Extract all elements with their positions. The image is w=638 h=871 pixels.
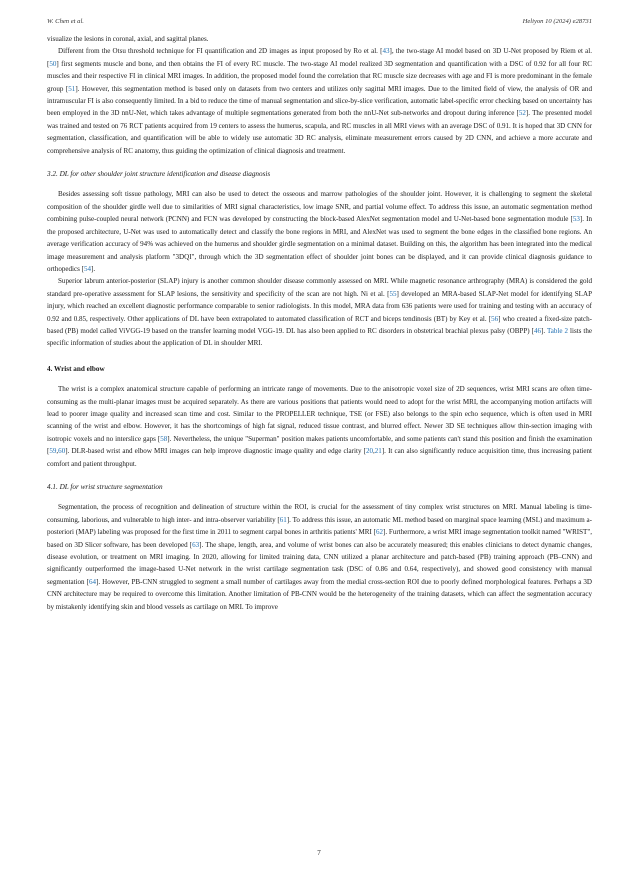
paragraph-bone-segmentation: Besides assessing soft tissue pathology, MRI can also be used to detect the osseous and marrow pathologies of the shoulder joint. However, it is challenging to segment the skeletal composition of the shoulder girdle well due to similarities of MRI signal characteristics, low image SNR, and partial volume effect. To address this issue, an automatic segmentation method combining pulse-coupled neural network (PCNN) and FCN was developed by constructing the block-based AlexNet segmentation model and U-Net-based bone segmentation module [53]. In the proposed architecture, U-Net was used to automatically detect and classify the bone regions in MRI, and AlexNet was used to segment the bone edges in the classified bone regions. An average verification accuracy of 94% was achieved on the humerus and shoulder girdle segmentation on a minimal dataset. Building on this, the algorithm has been integrated into the medical image measurement and analysis platform "3DQI", through which the 3D segmentation effect of shoulder joint bones can be displayed, and it can provide clinical diagnosis guidance to orthopedics [54]. [47, 190, 592, 273]
paragraph-two-stage-ai: Different from the Otsu threshold technique for FI quantification and 2D images as input proposed by Ro et al. [43], the two-stage AI model based on 3D U-Net proposed by Riem et al. [50] first segments muscle and bone, and then obtains the FI of every RC muscle. The two-stage AI model realized 3D segmentation and quantification with a DSC of 0.92 for all four RC muscles and their respective FI in clinical MRI images. In addition, the proposed model found the correlation that RC muscle size decreases with age and FI is more predominant in the female group [51]. However, this segmentation method is based only on datasets from two centers and utilizes only sagittal MRI images. Due to the limited field of view, the analysis of OR and intramuscular FI is also consequently limited. In a bid to reduce the time of manual segmentation and slice-by-slice verification, automatic label-specific error checking based on uncertainty has been employed in the 3D nnU-Net, which takes advantage of multiple segmentations generated from both the nnU-Net sub-networks and dropout during inference [52]. The presented model was trained and tested on 76 RCT patients acquired from 19 centers to assess the humerus, scapula, and RC muscles in all MRI views with an average DSC of 0.91. It is hoped that 3D CNN for segmentation, classification, and quantification will be able to widely use automatic 3D RC analysis, eliminate measurement errors caused by 2D CNN, and achieve a more accurate and comprehensive analysis of RC anatomy, thus guiding the optimization of clinical diagnosis and treatment. [47, 47, 592, 155]
page-number: 7 [317, 849, 321, 857]
section-heading-4: 4. Wrist and elbow [47, 364, 105, 373]
reference-link[interactable]: 54 [84, 264, 92, 273]
article-body [47, 33, 592, 613]
reference-link[interactable]: 62 [375, 528, 384, 537]
header-authors: W. Chen et al. [47, 18, 84, 25]
reference-link[interactable]: 63 [192, 540, 200, 549]
paragraph-slap-injury: Superior labrum anterior-posterior (SLAP) injury is another common shoulder disease commonly assessed on MRI. While magnetic resonance arthrography (MRA) is considered the gold standard pre-operative assessment for SLAP lesions, the sensitivity and specificity of the scan are not high. Ni et al. [55] developed an MRA-based SLAP-Net model for identifying SLAP injury, which reached an excellent diagnostic performance comparable to senior radiologists. In this model, MRA data from 636 patients were used for training and testing with an accuracy of 0.92 and 0.85, respectively. Other applications of DL have been extrapolated to automated classification of RCT and biceps tendinosis (BT) by Key et al. [56] who created a fixed-size patch-based (PB) model called ViVGG-19 based on the transfer learning model VGG-19. DL has also been applied to RC disorders in obstetrical brachial plexus palsy (OBPP) [46]. Table 2 lists the specific information of studies about the application of DL in shoulder MRI. [47, 277, 592, 348]
reference-link[interactable]: 61 [279, 515, 287, 524]
reference-link[interactable]: 51 [68, 84, 76, 93]
reference-link[interactable]: 52 [518, 109, 526, 118]
header-journal: Heliyon 10 (2024) e28731 [522, 18, 592, 25]
paragraph-continuation: visualize the lesions in coronal, axial, and sagittal planes. [47, 35, 209, 43]
reference-link[interactable]: 56 [491, 314, 499, 323]
reference-link[interactable]: 50 [49, 59, 57, 68]
reference-link[interactable]: 21 [374, 447, 382, 456]
running-header [47, 18, 592, 25]
reference-link[interactable]: Table 2 [546, 326, 569, 335]
reference-link[interactable]: 55 [389, 289, 397, 298]
reference-link[interactable]: 20 [365, 447, 374, 456]
paragraph-wrist-segmentation: Segmentation, the process of recognition and delineation of structure within the ROI, is crucial for the assessment of tiny complex wrist structures on MRI. Manual labeling is time-consuming, laborious, and vulnerable to high inter- and intra-observer variability [61]. To address this issue, an automatic ML method based on marginal space learning (MSL) and maximum a-posteriori (MAP) labeling was proposed for the first time in 2011 to segment carpal bones in arthritis patients' MRI [62]. Furthermore, a wrist MRI image segmentation toolkit named "WRIST", based on 3D Slicer software, has been developed [63]. The shape, length, area, and volume of wrist bones can also be accurately measured; this enables clinicians to detect dynamic changes, disease evolution, or treatment on MRI imaging. In 2020, allowing for limited training data, CNN utilized a planar architecture and patch-based (PB) training approach (PB–CNN) and significantly outperformed the image-based U-Net network in the wrist cartilage segmentation task (DSC of 0.86 and 0.64, respectively), and showed good consistency with manual segmentation [64]. However, PB-CNN struggled to segment a small number of cartilages away from the medial cross-section ROI due to poorly defined morphological features. Perhaps a 3D CNN architecture may be required to overcome this limitation. Another limitation of PB-CNN would be the heterogeneity of the training datasets, which can affect the segmentation accuracy by mistakenly identifying skin and blood vessels as cartilage on MRI. To improve [47, 503, 592, 611]
paragraph-wrist-intro: The wrist is a complex anatomical structure capable of performing an intricate range of movements. Due to the anisotropic voxel size of 2D sequences, wrist MRI scans are often time-consuming as the multi-planar images must be acquired separately. As there are various positions that patients would need to adopt for the wrist MRI, the accompanying motion artifacts will lead to poorer image quality and increased scan time and cost. Similar to the PROPELLER technique, TSE (or FSE) also belongs to the spin echo sequence, which is often used in MRI scanning of the wrist and elbow. However, it has the shortcomings of high fat signal, reduced tissue contrast, and blurred effect. Newer 3D SE techniques allow thin-section imaging with isotropic voxels and no interslice gaps [58]. Nevertheless, the unique "Superman" position makes patients uncomfortable, and some patients can't stand this position and finish the examination [59,60]. DLR-based wrist and elbow MRI images can help improve diagnostic image quality and edge clarity [20,21]. It can also significantly reduce acquisition time, thus increasing patient comfort and patient throughput. [47, 385, 592, 468]
reference-link[interactable]: 53 [572, 215, 580, 224]
reference-link[interactable]: 59 [49, 447, 57, 456]
subsection-heading-3-2: 3.2. DL for other shoulder joint structure identification and disease diagnosis [47, 170, 271, 179]
reference-link[interactable]: 58 [160, 434, 168, 443]
reference-link[interactable]: 64 [88, 577, 97, 586]
reference-link[interactable]: 60 [58, 447, 66, 456]
subsection-heading-4-1: 4.1. DL for wrist structure segmentation [47, 483, 163, 491]
reference-link[interactable]: 43 [382, 47, 390, 56]
reference-link[interactable]: 46 [533, 326, 541, 335]
